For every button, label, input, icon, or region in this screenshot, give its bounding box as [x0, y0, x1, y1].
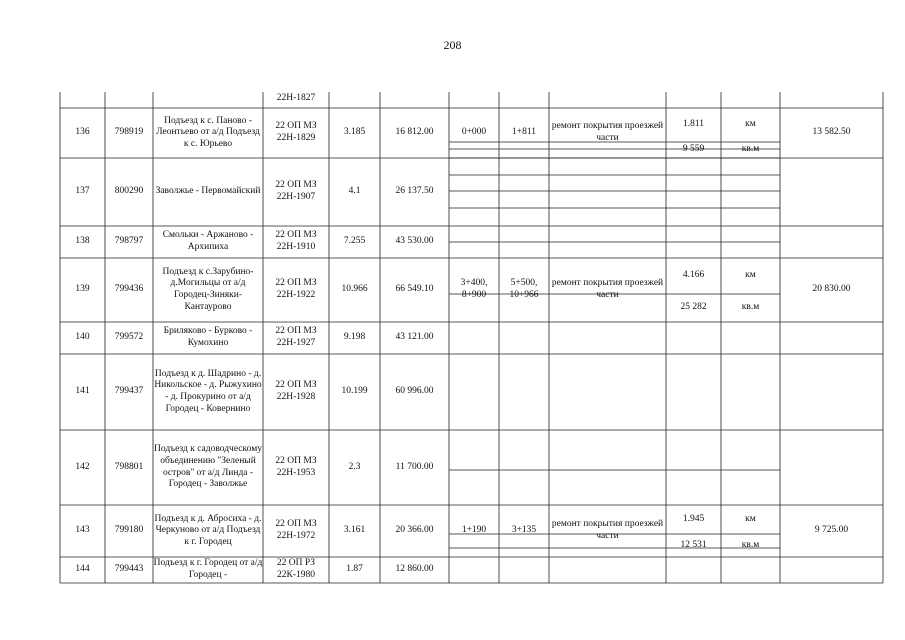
cell-category: 22 ОП МЗ 22Н-1927 [275, 326, 317, 348]
cell-amount: 20 830.00 [812, 284, 851, 295]
cell-num: 137 [75, 186, 90, 197]
cell-num: 142 [75, 461, 90, 472]
cell-category: 22Н-1827 [276, 93, 316, 104]
cell-code: 798801 [114, 461, 144, 472]
cell-vol1: 1.945 [682, 513, 705, 524]
cell-unit1: км [745, 270, 756, 281]
cell-length: 2.3 [348, 461, 361, 472]
cell-length: 7.255 [343, 236, 366, 247]
cell-start: 3+400, 8+900 [460, 278, 488, 300]
cell-code: 799572 [114, 332, 144, 343]
cell-amount: 9 725.00 [814, 525, 849, 536]
cell-category: 22 ОП МЗ 22Н-1922 [275, 278, 317, 300]
cell-category: 22 ОП МЗ 22Н-1829 [275, 121, 317, 143]
cell-unit1: км [745, 119, 756, 130]
cell-length: 9.198 [343, 332, 366, 343]
cell-unit2: кв.м [741, 539, 760, 550]
cell-num: 138 [75, 236, 90, 247]
cell-cost: 43 530.00 [395, 236, 434, 247]
cell-cost: 43 121.00 [395, 332, 434, 343]
cell-end: 5+500, 10+966 [509, 278, 539, 300]
cell-name: Смольки - Аржаново - Архипиха [162, 230, 254, 252]
cell-num: 143 [75, 525, 90, 536]
cell-category: 22 ОП МЗ 22Н-1928 [275, 380, 317, 402]
cell-code: 799437 [114, 386, 144, 397]
cell-name: Бриляково - Бурково - Кумохино [163, 326, 253, 348]
cell-num: 140 [75, 332, 90, 343]
cell-name: Заволжье - Первомайский [155, 186, 261, 197]
cell-length: 10.199 [341, 386, 368, 397]
cell-category: 22 ОП МЗ 22Н-1972 [275, 519, 317, 541]
cell-category: 22 ОП МЗ 22Н-1910 [275, 230, 317, 252]
cell-name: Подъезд к г. Городец от а/д Городец - [153, 558, 263, 580]
cell-code: 800290 [114, 186, 144, 197]
cell-unit1: км [745, 513, 756, 524]
cell-code: 798797 [114, 236, 144, 247]
cell-cost: 11 700.00 [395, 461, 434, 472]
cell-cost: 20 366.00 [395, 525, 434, 536]
cell-vol1: 4.166 [682, 270, 705, 281]
cell-cost: 60 996.00 [395, 386, 434, 397]
cell-vol2: 12 531 [680, 539, 707, 550]
cell-name: Подъезд к д. Шадрино - д. Никольское - д. Рыжухино - д. Прокурино от а/д Городец - Ковернино [154, 368, 262, 414]
cell-work: ремонт покрытия проезжей части [551, 278, 664, 300]
cell-cost: 12 860.00 [395, 564, 434, 575]
cell-amount: 13 582.50 [812, 127, 851, 138]
cell-work: ремонт покрытия проезжей части [551, 519, 664, 541]
cell-vol1: 1.811 [682, 119, 705, 130]
cell-num: 144 [75, 564, 90, 575]
cell-cost: 26 137.50 [395, 186, 434, 197]
cell-end: 3+135 [511, 525, 537, 536]
cell-name: Подъезд к д. Абросиха - д. Черкуново от а/д Подъезд к г. Городец [154, 513, 262, 547]
cell-code: 798919 [114, 127, 144, 138]
cell-name: Подъезд к садоводческому объединению "Зеленый остров" от а/д Линда - Городец - Заволжье [154, 444, 262, 490]
cell-num: 136 [75, 127, 90, 138]
cell-name: Подъезд к с.Зарубино- д.Могильцы от а/д Городец-Зиняки- Кантаурово [162, 266, 254, 312]
cell-vol2: 25 282 [680, 302, 707, 313]
cell-category: 22 ОП МЗ 22Н-1907 [275, 180, 317, 202]
cell-unit2: кв.м [741, 144, 760, 155]
cell-category: 22 ОП РЗ 22К-1980 [276, 558, 316, 580]
cell-name: Подъезд к с. Паново - Леонтьево от а/д Подъезд к с. Юрьево [156, 115, 260, 149]
cell-length: 3.185 [343, 127, 366, 138]
cell-end: 1+811 [511, 127, 536, 138]
cell-length: 3.161 [343, 525, 366, 536]
cell-code: 799436 [114, 284, 144, 295]
cell-vol2: 9 559 [682, 144, 705, 155]
cell-work: ремонт покрытия проезжей части [551, 121, 664, 143]
cell-code: 799180 [114, 525, 144, 536]
cell-code: 799443 [114, 564, 144, 575]
cell-num: 141 [75, 386, 90, 397]
cell-start: 0+000 [461, 127, 487, 138]
cell-start: 1+190 [461, 525, 487, 536]
cell-category: 22 ОП МЗ 22Н-1953 [275, 455, 317, 478]
cell-length: 4.1 [348, 186, 361, 197]
cell-unit2: кв.м [741, 302, 760, 313]
cell-cost: 16 812.00 [395, 127, 434, 138]
cell-cost: 66 549.10 [395, 284, 434, 295]
cell-num: 139 [75, 284, 90, 295]
cell-length: 1.87 [346, 564, 363, 575]
cell-length: 10.966 [341, 284, 368, 295]
page-number: 208 [443, 38, 462, 52]
